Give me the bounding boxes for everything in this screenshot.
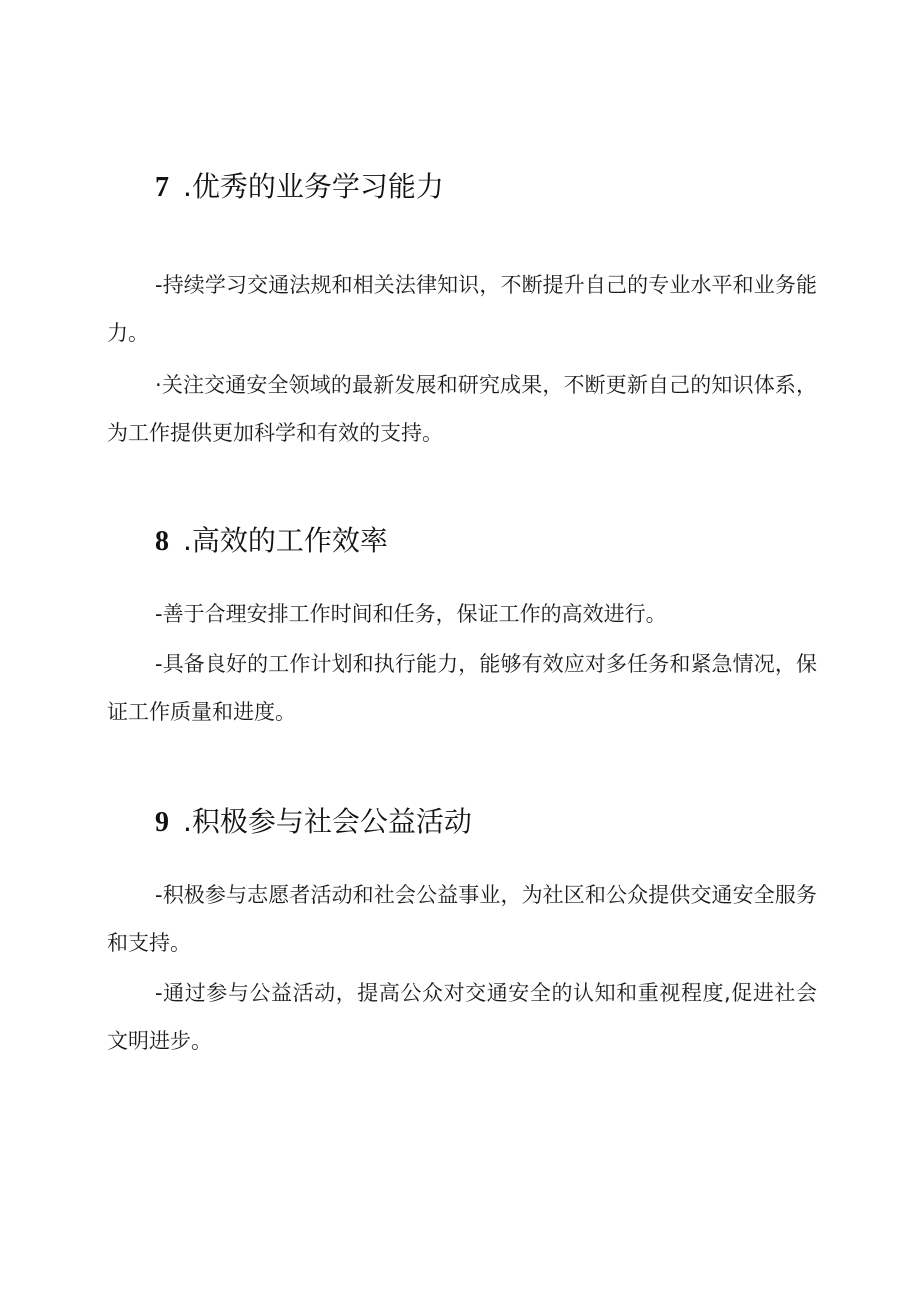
section-9-paragraph-2: -通过参与公益活动，提高公众对交通安全的认知和重视程度,促进社会文明进步。 xyxy=(107,981,817,1053)
section-number: 8 xyxy=(155,526,169,557)
section-number: 7 xyxy=(155,172,169,203)
section-9-heading xyxy=(155,805,472,840)
section-8-heading xyxy=(155,524,388,559)
section-8-paragraph-2: -具备良好的工作计划和执行能力，能够有效应对多任务和紧急情况，保证工作质量和进度。 xyxy=(107,652,817,724)
section-title: .积极参与社会公益活动 xyxy=(183,805,472,838)
section-title: .高效的工作效率 xyxy=(183,524,388,557)
section-8-paragraph-1: -善于合理安排工作时间和任务，保证工作的高效进行。 xyxy=(155,602,667,626)
section-7-heading xyxy=(155,170,444,205)
section-number: 9 xyxy=(155,807,169,838)
section-9-paragraph-1: -积极参与志愿者活动和社会公益事业，为社区和公众提供交通安全服务和支持。 xyxy=(107,883,817,955)
section-title: .优秀的业务学习能力 xyxy=(183,170,444,203)
section-7-paragraph-2: ·关注交通安全领域的最新发展和研究成果，不断更新自己的知识体系，为工作提供更加科学和有效的支持。 xyxy=(107,373,817,445)
section-7-paragraph-1: -持续学习交通法规和相关法律知识，不断提升自己的专业水平和业务能力。 xyxy=(107,273,817,345)
